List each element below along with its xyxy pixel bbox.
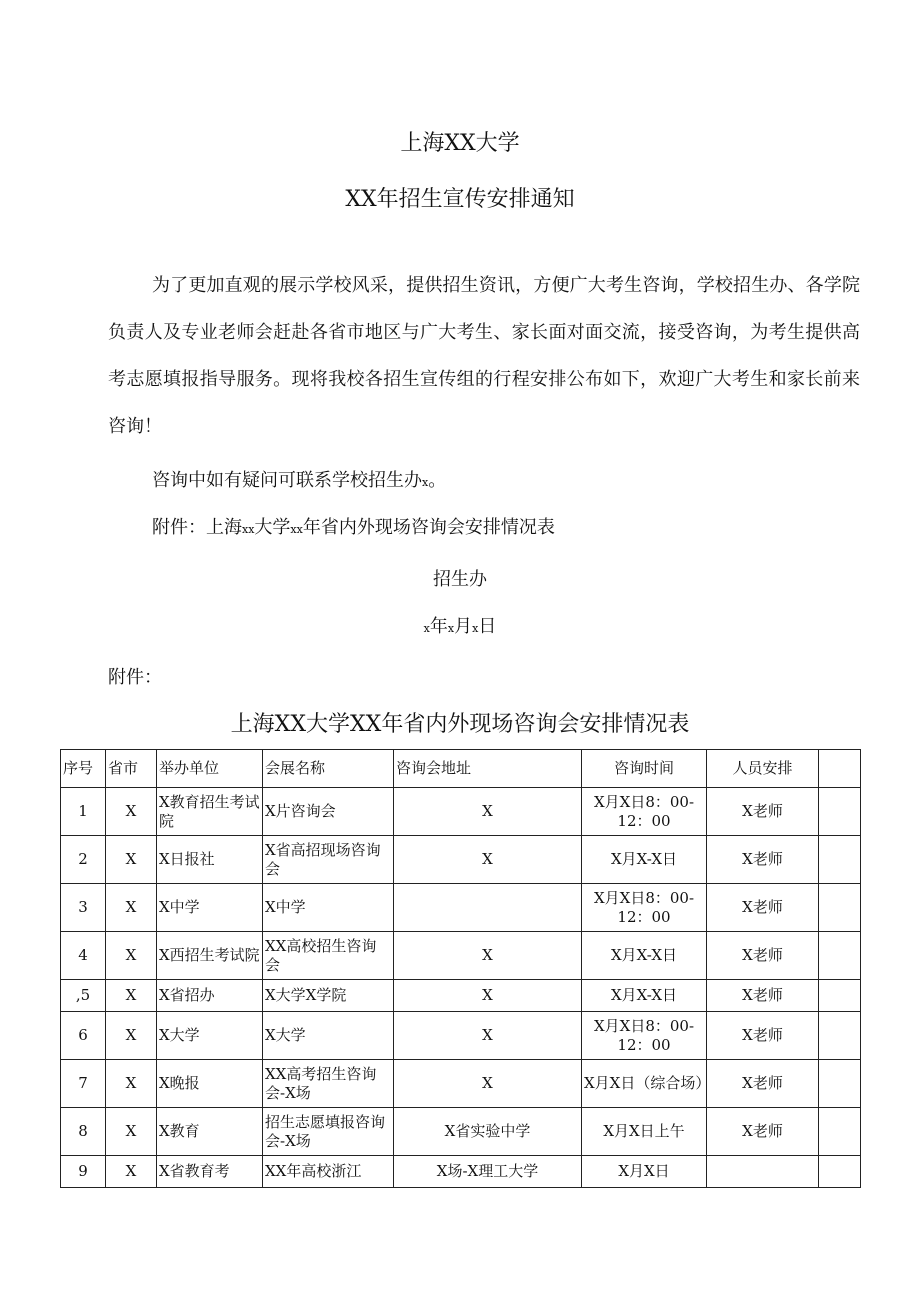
row-extra-cell (819, 836, 861, 884)
header-cell-extra (819, 750, 861, 788)
row-staff-cell: X老师 (707, 836, 819, 884)
table-row (61, 836, 861, 884)
row-extra-cell (819, 788, 861, 836)
row-time-cell: X月X-X日 (582, 932, 707, 980)
attachment-line: 附件：上海xx大学xx年省内外现场咨询会安排情况表 (152, 517, 555, 538)
row-no-cell: 4 (61, 932, 106, 980)
row-organizer-cell: X晚报 (157, 1060, 263, 1108)
row-event-name-cell: X大学 (263, 1012, 394, 1060)
table-row (61, 1108, 861, 1156)
row-event-name-cell: X中学 (263, 884, 394, 932)
row-staff-cell (707, 1156, 819, 1188)
table-row (61, 1012, 861, 1060)
row-address-cell: X (394, 1012, 582, 1060)
table-row (61, 1156, 861, 1188)
header-cell-organizer: 举办单位 (157, 750, 263, 788)
row-event-name-cell: 招生志愿填报咨询会-X场 (263, 1108, 394, 1156)
row-address-cell: X (394, 932, 582, 980)
row-address-cell: X省实验中学 (394, 1108, 582, 1156)
row-staff-cell: X老师 (707, 980, 819, 1012)
table-title: 上海XX大学XX年省内外现场咨询会安排情况表 (230, 712, 690, 737)
row-address-cell: X场-X理工大学 (394, 1156, 582, 1188)
row-province-cell: X (106, 884, 157, 932)
row-event-name-cell: X省高招现场咨询会 (263, 836, 394, 884)
row-organizer-cell: X教育招生考试院 (157, 788, 263, 836)
row-event-name-cell: X大学X学院 (263, 980, 394, 1012)
row-province-cell: X (106, 980, 157, 1012)
header-cell-province: 省市 (106, 750, 157, 788)
row-no-cell: 3 (61, 884, 106, 932)
row-organizer-cell: X大学 (157, 1012, 263, 1060)
row-province-cell: X (106, 932, 157, 980)
schedule-table-body (61, 750, 861, 1188)
intro-paragraph: 为了更加直观的展示学校风采，提供招生资讯，方便广大考生咨询，学校招生办、各学院负责人及专业老师会赶赴各省市地区与广大考生、家长面对面交流，接受咨询，为考生提供高考志愿填报指导服务。现将我校各招生宣传组的行程安排公布如下，欢迎广大考生和家长前来咨询！ (108, 275, 860, 437)
row-address-cell (394, 884, 582, 932)
row-extra-cell (819, 1156, 861, 1188)
row-time-cell: X月X日（综合场） (582, 1060, 707, 1108)
attachment-label: 附件： (108, 667, 162, 688)
row-no-cell: 6 (61, 1012, 106, 1060)
row-extra-cell (819, 884, 861, 932)
row-address-cell: X (394, 836, 582, 884)
header-cell-event-name: 会展名称 (263, 750, 394, 788)
row-extra-cell (819, 1060, 861, 1108)
row-event-name-cell: XX年高校浙江 (263, 1156, 394, 1188)
row-extra-cell (819, 1108, 861, 1156)
row-province-cell: X (106, 1156, 157, 1188)
row-extra-cell (819, 980, 861, 1012)
row-address-cell: X (394, 980, 582, 1012)
row-organizer-cell: X教育 (157, 1108, 263, 1156)
row-organizer-cell: X省教育考 (157, 1156, 263, 1188)
row-extra-cell (819, 932, 861, 980)
row-staff-cell: X老师 (707, 884, 819, 932)
row-time-cell: X月X日 (582, 1156, 707, 1188)
row-province-cell: X (106, 1060, 157, 1108)
row-no-cell: 7 (61, 1060, 106, 1108)
row-no-cell: 8 (61, 1108, 106, 1156)
header-cell-time: 咨询时间 (582, 750, 707, 788)
row-organizer-cell: X中学 (157, 884, 263, 932)
row-time-cell: X月X日上午 (582, 1108, 707, 1156)
row-no-cell: 1 (61, 788, 106, 836)
university-title: 上海XX大学 (400, 131, 520, 156)
header-cell-no: 序号 (61, 750, 106, 788)
row-time-cell: X月X-X日 (582, 980, 707, 1012)
row-staff-cell: X老师 (707, 788, 819, 836)
table-row (61, 884, 861, 932)
row-organizer-cell: X日报社 (157, 836, 263, 884)
row-time-cell: X月X-X日 (582, 836, 707, 884)
row-event-name-cell: X片咨询会 (263, 788, 394, 836)
table-row (61, 1060, 861, 1108)
row-no-cell: 2 (61, 836, 106, 884)
table-row (61, 932, 861, 980)
row-staff-cell: X老师 (707, 932, 819, 980)
table-header-row (61, 750, 861, 788)
header-cell-staff: 人员安排 (707, 750, 819, 788)
row-staff-cell: X老师 (707, 1012, 819, 1060)
row-staff-cell: X老师 (707, 1060, 819, 1108)
row-organizer-cell: X西招生考试院 (157, 932, 263, 980)
row-time-cell: X月X日8：00-12：00 (582, 788, 707, 836)
row-province-cell: X (106, 836, 157, 884)
table-row (61, 980, 861, 1012)
row-time-cell: X月X日8：00-12：00 (582, 1012, 707, 1060)
contact-line: 咨询中如有疑问可联系学校招生办x。 (152, 470, 447, 491)
signature-office: 招生办 (433, 569, 487, 590)
row-event-name-cell: XX高考招生咨询会-X场 (263, 1060, 394, 1108)
row-staff-cell: X老师 (707, 1108, 819, 1156)
row-no-cell: ,5 (61, 980, 106, 1012)
header-cell-address: 咨询会地址 (394, 750, 582, 788)
row-province-cell: X (106, 788, 157, 836)
row-time-cell: X月X日8：00-12：00 (582, 884, 707, 932)
schedule-table (60, 749, 861, 1188)
row-province-cell: X (106, 1108, 157, 1156)
row-no-cell: 9 (61, 1156, 106, 1188)
table-row (61, 788, 861, 836)
signature-date: x年x月x日 (423, 616, 497, 637)
row-address-cell: X (394, 788, 582, 836)
row-province-cell: X (106, 1012, 157, 1060)
row-organizer-cell: X省招办 (157, 980, 263, 1012)
row-extra-cell (819, 1012, 861, 1060)
notice-title: XX年招生宣传安排通知 (345, 187, 575, 212)
row-address-cell: X (394, 1060, 582, 1108)
row-event-name-cell: XX高校招生咨询会 (263, 932, 394, 980)
